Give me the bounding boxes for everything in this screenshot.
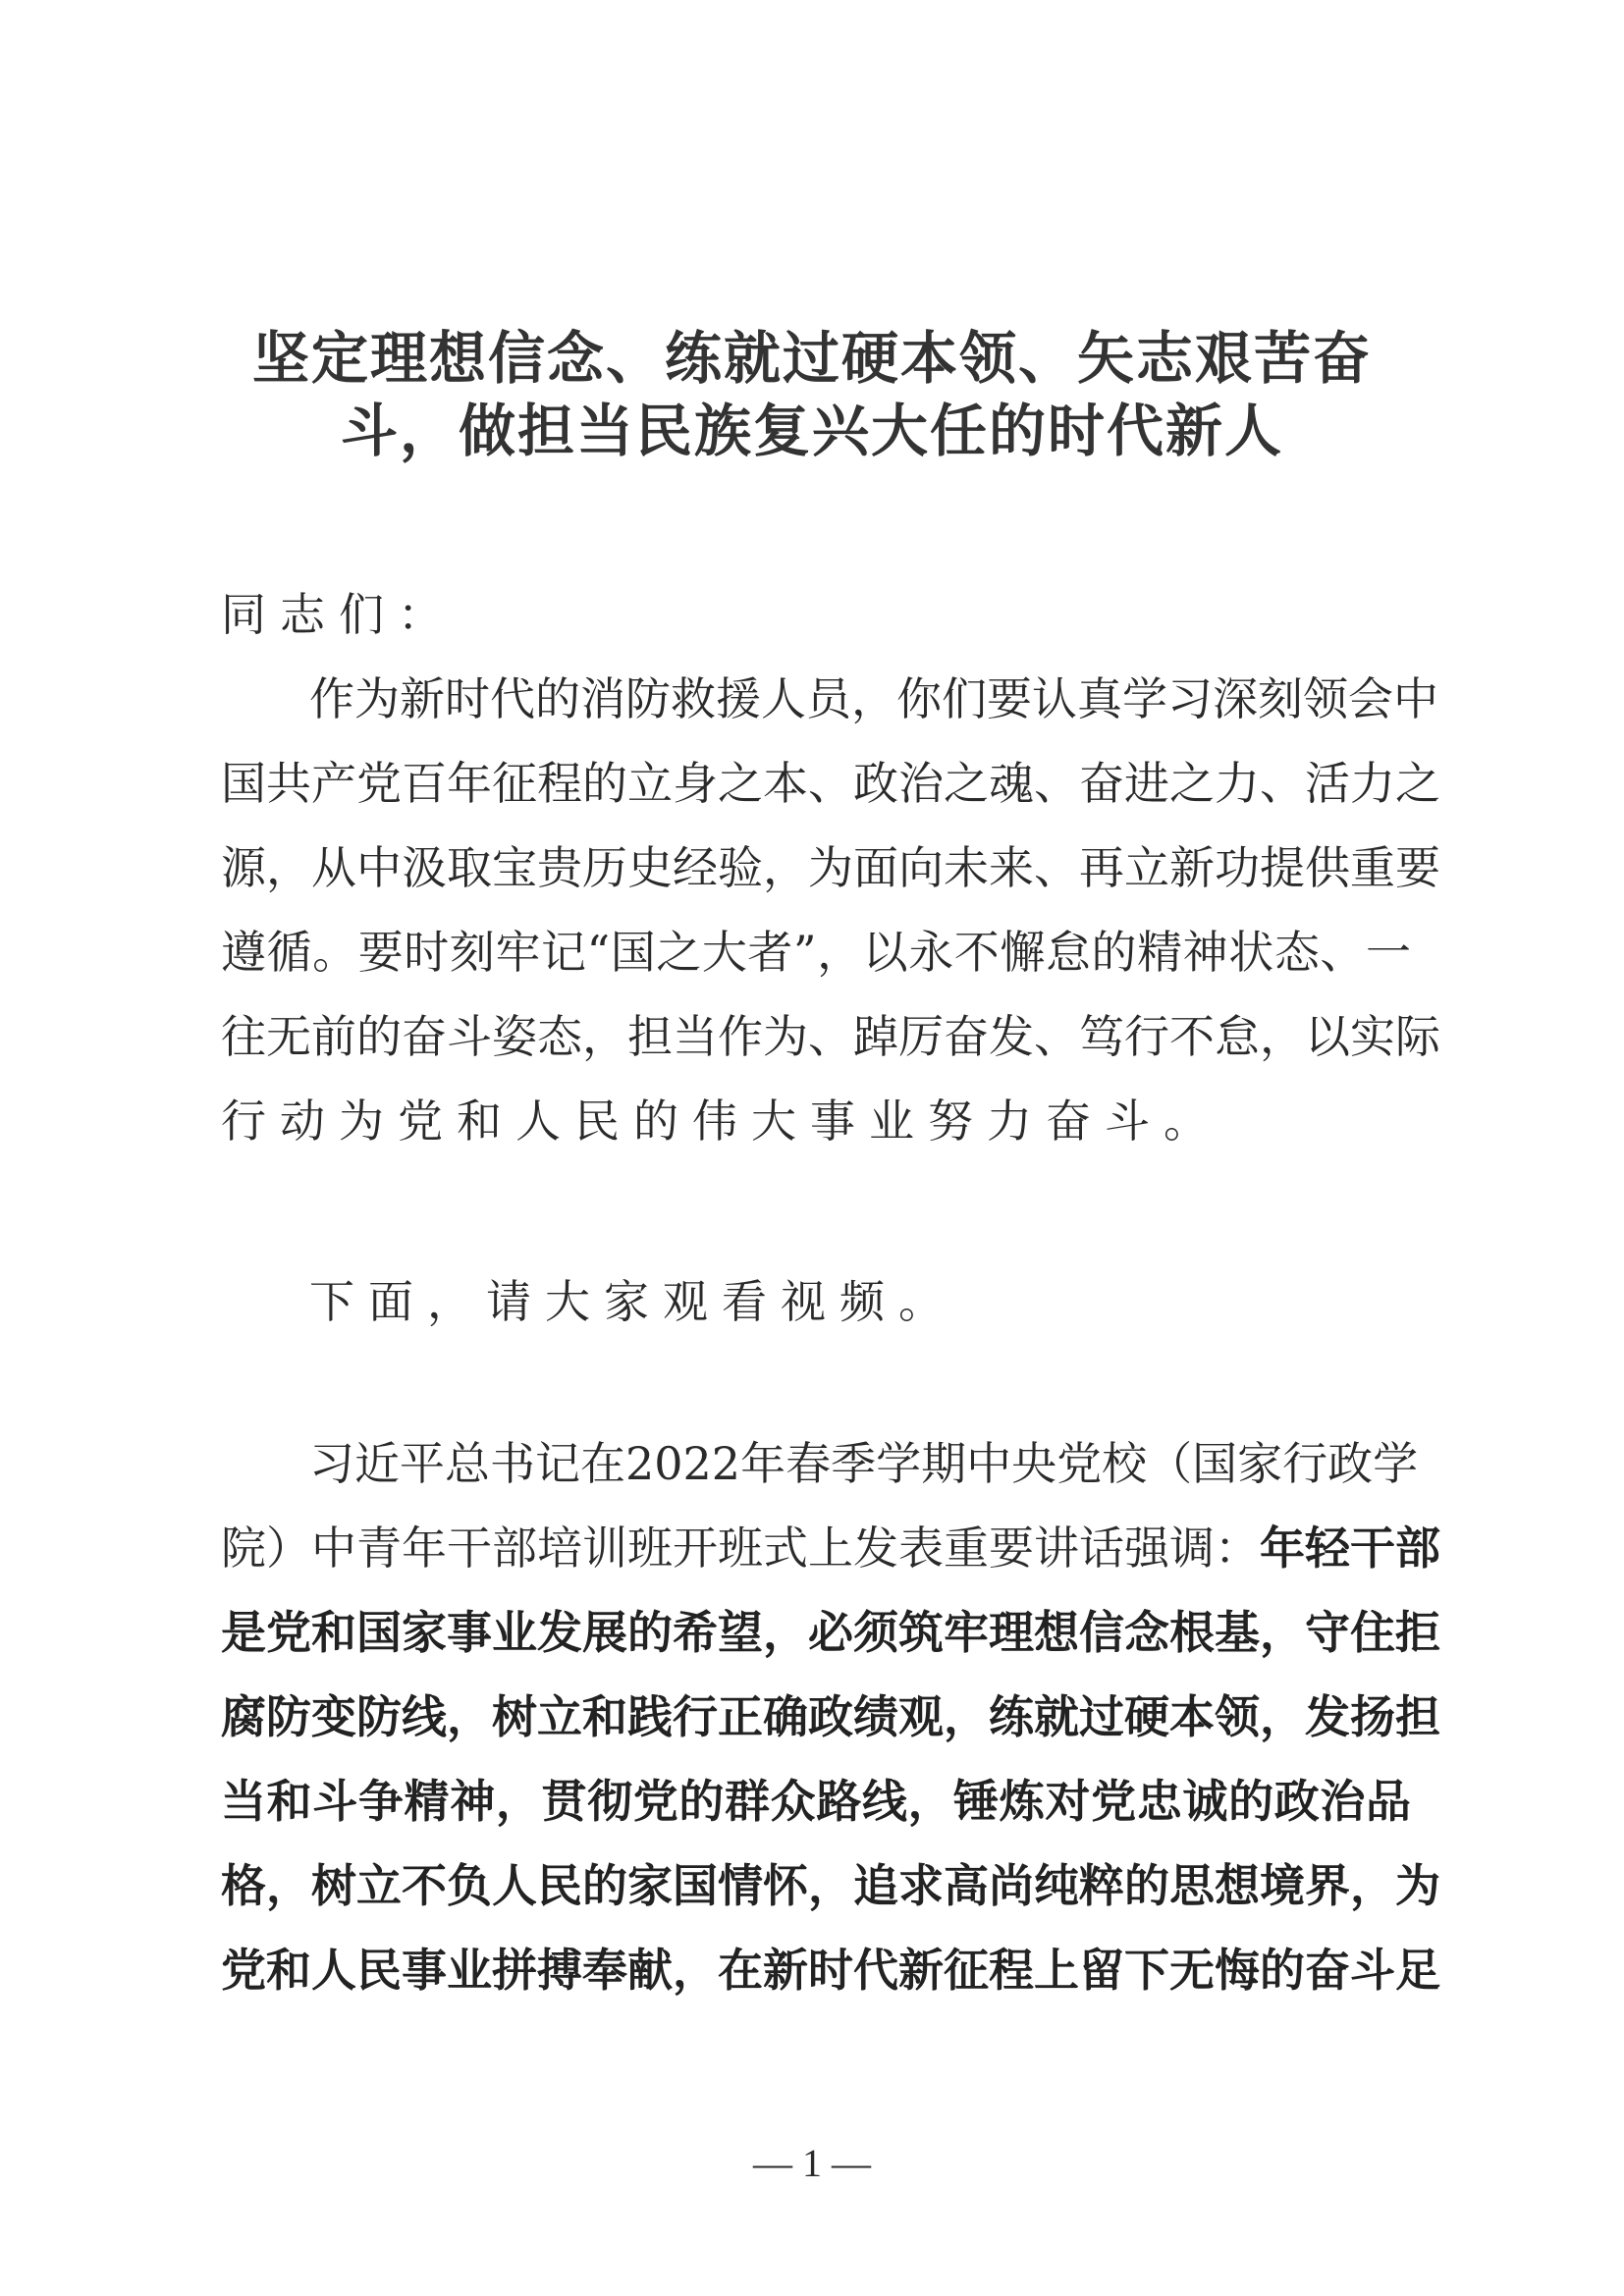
paragraph-1-line: 行动为党和人民的伟大事业努力奋斗。 (221, 1095, 1222, 1148)
paragraph-1-line: 往无前的奋斗姿态，担当作为、踔厉奋发、笃行不怠，以实际 (221, 1010, 1440, 1063)
paragraph-3-line (221, 1513, 1440, 1577)
paragraph-1-line: 作为新时代的消防救援人员，你们要认真学习深刻领会中 (309, 672, 1438, 725)
document-title-line-2: 斗，做担当民族复兴大任的时代新人 (340, 398, 1283, 464)
paragraph-3-bold-line: 格，树立不负人民的家国情怀，追求高尚纯粹的思想境界，为 (221, 1859, 1440, 1912)
paragraph-3-line: 习近平总书记在2022年春季学期中央党校（国家行政学 (309, 1437, 1419, 1490)
paragraph-1-line: 国共产党百年征程的立身之本、政治之魂、奋进之力、活力之 (221, 757, 1440, 810)
paragraph-1-line: 遵循。要时刻牢记“国之大者”，以永不懈怠的精神状态、一 (221, 926, 1411, 979)
salutation: 同志们： (221, 588, 457, 641)
paragraph-3-bold-line: 是党和国家事业发展的希望，必须筑牢理想信念根基，守住拒 (221, 1606, 1440, 1659)
page-number: — 1 — (753, 2141, 871, 2185)
paragraph-3-bold-text: 年轻干部 (1260, 1522, 1440, 1575)
paragraph-3-bold-line: 腐防变防线，树立和践行正确政绩观，练就过硬本领，发扬担 (221, 1690, 1440, 1743)
paragraph-3-normal-text: 院）中青年干部培训班开班式上发表重要讲话强调： (221, 1522, 1260, 1575)
paragraph-2: 下面，请大家观看视频。 (309, 1275, 957, 1328)
paragraph-3-bold-line: 当和斗争精神，贯彻党的群众路线，锤炼对党忠诚的政治品 (221, 1775, 1411, 1828)
paragraph-1-line: 源，从中汲取宝贵历史经验，为面向未来、再立新功提供重要 (221, 841, 1440, 894)
document-title-line-1: 坚定理想信念、练就过硬本领、矢志艰苦奋 (251, 325, 1372, 392)
paragraph-3-bold-line: 党和人民事业拼搏奉献，在新时代新征程上留下无悔的奋斗足 (221, 1944, 1440, 1997)
